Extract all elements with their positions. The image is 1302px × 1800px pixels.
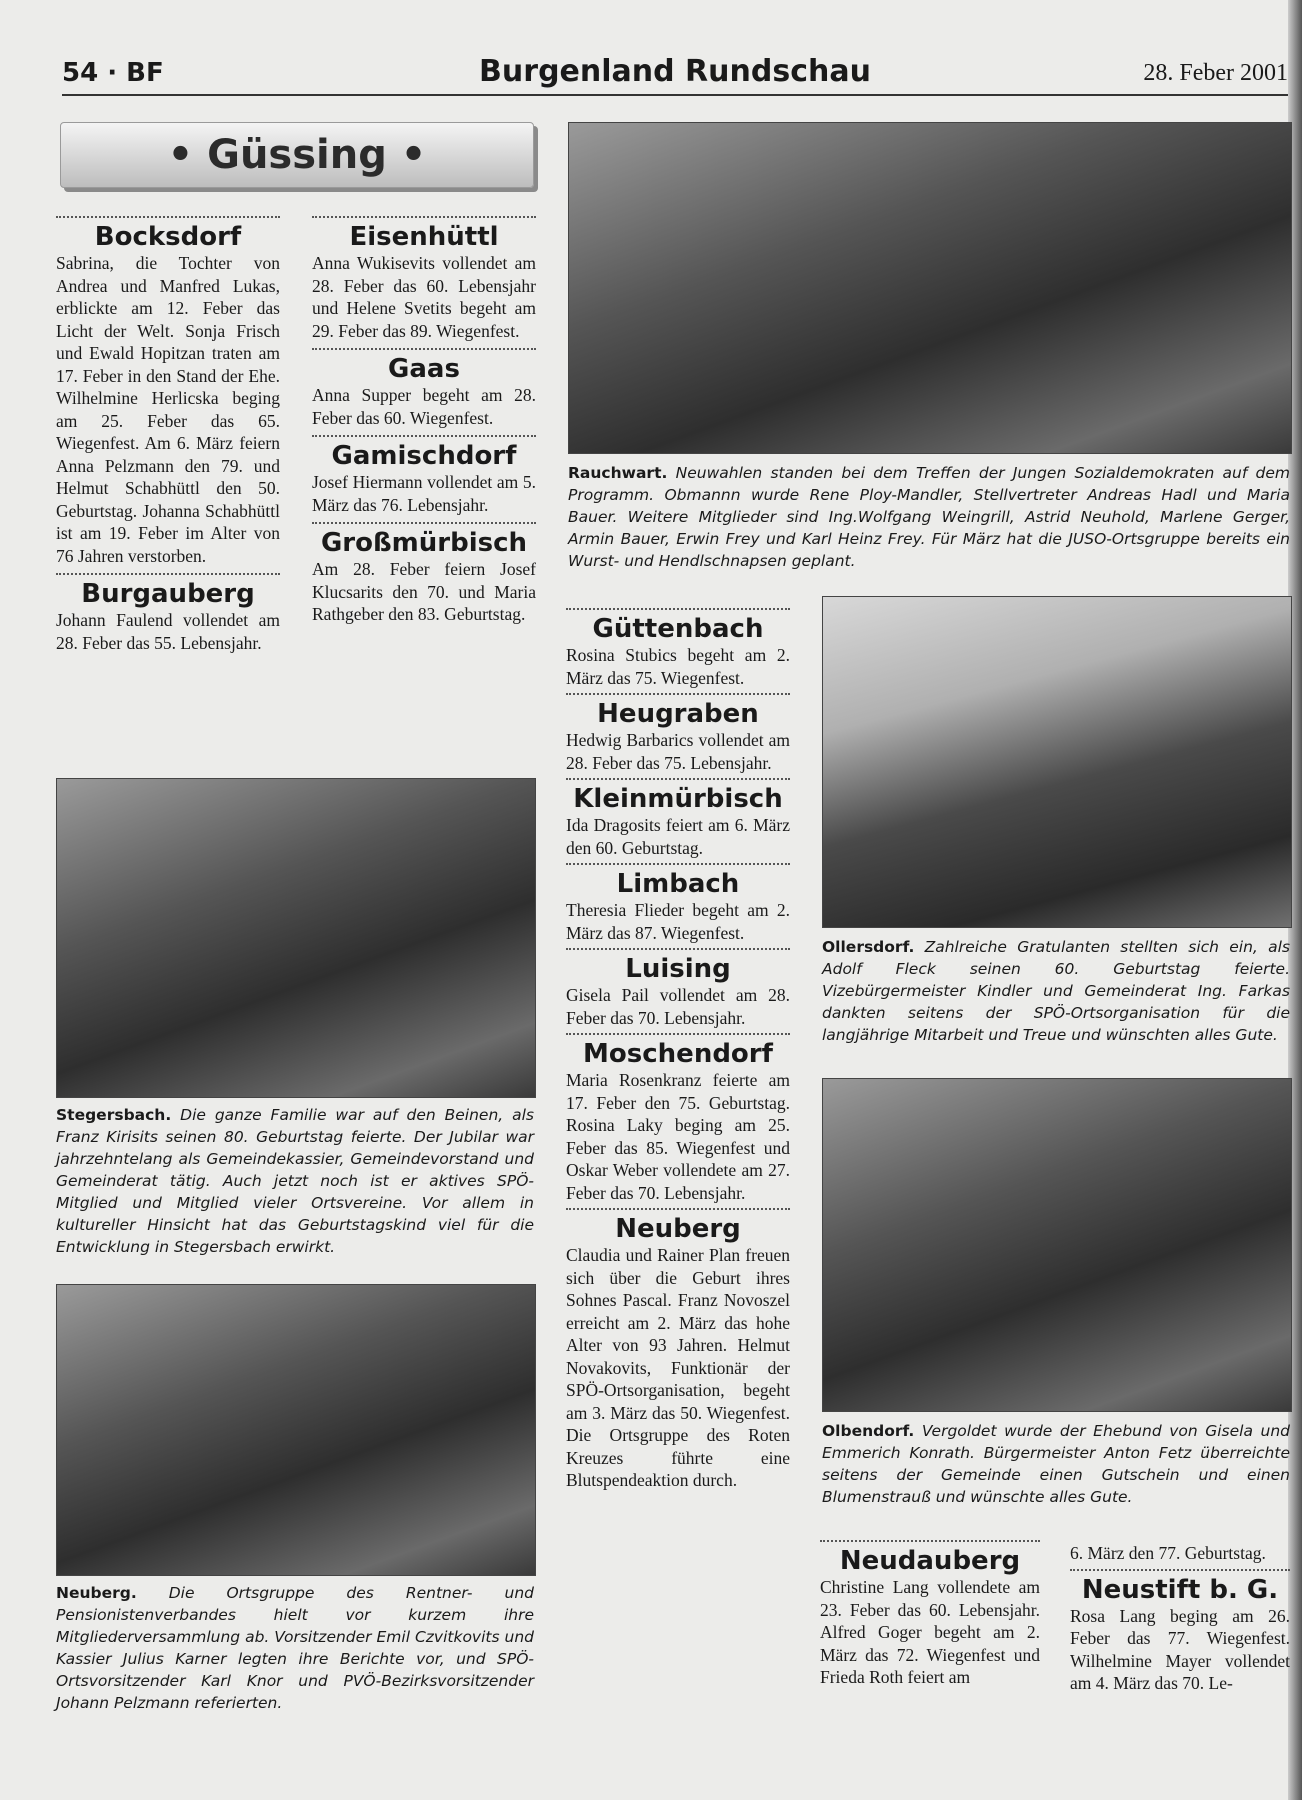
article-title: Großmürbisch — [312, 522, 536, 558]
caption-text: Vergoldet wurde der Ehebund von Gisela und Emmerich Konrath. Bürgermeister Anton Fetz überreichte seitens der Gemeinde einen Gutschein und einen Blumenstrauß und wünschte alles Gute. — [822, 1422, 1290, 1506]
article-title: Moschendorf — [566, 1033, 790, 1069]
photo-rauchwart — [568, 122, 1292, 454]
article-title: Gamischdorf — [312, 435, 536, 471]
newspaper-title: Burgenland Rundschau — [479, 54, 871, 89]
article-neudauberg-continued: 6. März den 77. Geburtstag. — [1070, 1543, 1266, 1563]
column-1 — [56, 212, 280, 654]
article-guettenbach — [566, 608, 790, 689]
article-limbach — [566, 863, 790, 944]
photo-stegersbach — [56, 778, 536, 1098]
section-banner: • Güssing • — [60, 122, 534, 188]
article-body: Sabrina, die Tochter von Andrea und Manfred Lukas, erblickte am 12. Feber das Licht der Welt. Sonja Frisch und Ewald Hopitzan traten am 17. Feber in den Stand der Ehe. Wilhelmine Herlicska beging am 25. Feber das 65. Wiegenfest. Am 6. März feiern Anna Pelzmann den 79. und Helmut Schabhüttl den 50. Geburtstag. Johanna Schabhüttl ist am 19. Feber im Alter von 76 Jahren verstorben. — [56, 253, 280, 566]
column-2 — [312, 212, 536, 626]
caption-stegersbach — [56, 1104, 534, 1258]
article-kleinmuerbisch — [566, 778, 790, 859]
article-body: Gisela Pail vollendet am 28. Feber das 70. Lebensjahr. — [566, 985, 790, 1028]
issue-date: 28. Feber 2001 — [1143, 60, 1288, 86]
article-body: Josef Hiermann vollendet am 5. März das 76. Lebensjahr. — [312, 472, 536, 515]
article-neudauberg — [820, 1540, 1040, 1689]
article-neuberg — [566, 1208, 790, 1492]
article-body: Rosina Stubics begeht am 2. März das 75. Wiegenfest. — [566, 645, 790, 688]
caption-place: Ollersdorf. — [822, 938, 915, 956]
column-4 — [820, 1536, 1040, 1689]
caption-rauchwart — [568, 462, 1290, 572]
article-heugraben — [566, 693, 790, 774]
article-moschendorf — [566, 1033, 790, 1204]
caption-ollersdorf — [822, 936, 1290, 1046]
article-body: Am 28. Feber feiern Josef Klucsarits den 70. und Maria Rathgeber den 83. Geburtstag. — [312, 559, 536, 624]
caption-text: Neuwahlen standen bei dem Treffen der Jungen Sozialdemokraten auf dem Programm. Obmannn wurde Rene Ploy-Mandler, Stellvertreter Andreas Hadl und Maria Bauer. Weitere Mitglieder sind Ing.Wolfgang Weingrill, Astrid Neuhold, Marlene Gerger, Armin Bauer, Erwin Frey und Karl Heinz Frey. Für März hat die JUSO-Ortsgruppe bereits ein Wurst- und Hendlschnapsen geplant. — [568, 464, 1290, 570]
article-gaas — [312, 348, 536, 429]
article-grossmuerbisch — [312, 522, 536, 626]
article-body: Theresia Flieder begeht am 2. März das 87. Wiegenfest. — [566, 900, 790, 943]
page-header — [62, 50, 1288, 96]
article-luising — [566, 948, 790, 1029]
article-title: Limbach — [566, 863, 790, 899]
article-title: Neustift b. G. — [1070, 1569, 1290, 1605]
column-5 — [1070, 1542, 1290, 1695]
article-title: Burgauberg — [56, 573, 280, 609]
caption-place: Stegersbach. — [56, 1106, 172, 1124]
photo-olbendorf — [822, 1078, 1292, 1412]
article-title: Neudauberg — [820, 1540, 1040, 1576]
section-title: Güssing — [207, 132, 387, 178]
caption-text: Die ganze Familie war auf den Beinen, als Franz Kirisits seinen 80. Geburtstag feierte. Der Jubilar war jahrzehntelang als Gemeindekassier, Gemeindevorstand und Gemeinderat tätig. Auch jetzt noch ist er aktives SPÖ-Mitglied und Mitglied vieler Ortsvereine. Vor allem in kultureller Hinsicht hat das Geburtstagskind viel für die Entwicklung in Stegersbach erwirkt. — [56, 1106, 534, 1256]
article-body: Christine Lang vollendete am 23. Feber das 60. Lebensjahr. Alfred Goger begeht am 2. März das 72. Wiegenfest und Frieda Roth feiert am — [820, 1577, 1040, 1687]
article-title: Eisenhüttl — [312, 216, 536, 252]
article-body: Johann Faulend vollendet am 28. Feber das 55. Lebensjahr. — [56, 610, 280, 653]
column-3 — [566, 604, 790, 1492]
caption-olbendorf — [822, 1420, 1290, 1508]
caption-neuberg — [56, 1582, 534, 1714]
photo-neuberg-meeting — [56, 1284, 536, 1576]
article-body: Maria Rosenkranz feierte am 17. Feber den 75. Geburtstag. Rosina Laky beging am 25. Feber das 85. Wiegenfest und Oskar Weber vollendete am 27. Feber das 70. Lebensjahr. — [566, 1070, 790, 1203]
article-title: Heugraben — [566, 693, 790, 729]
page-number: 54 · BF — [62, 58, 164, 88]
article-body: Ida Dragosits feiert am 6. März den 60. Geburtstag. — [566, 815, 790, 858]
article-title: Luising — [566, 948, 790, 984]
article-title: Neuberg — [566, 1208, 790, 1244]
caption-text: Die Ortsgruppe des Rentner- und Pensionistenverbandes hielt vor kurzem ihre Mitgliederversammlung ab. Vorsitzender Emil Czvitkovits und Kassier Julius Karner legten ihre Berichte vor, und SPÖ-Ortsvorsitzender Karl Knor und PVÖ-Bezirksvorsitzender Johann Pelzmann referierten. — [56, 1584, 534, 1712]
article-eisenhuettl — [312, 216, 536, 342]
article-body: Anna Wukisevits vollendet am 28. Feber das 60. Lebensjahr und Helene Svetits begeht am 29. Feber das 89. Wiegenfest. — [312, 253, 536, 341]
caption-place: Neuberg. — [56, 1584, 137, 1602]
article-body: Hedwig Barbarics vollendet am 28. Feber das 75. Lebensjahr. — [566, 730, 790, 773]
article-gamischdorf — [312, 435, 536, 516]
article-bocksdorf — [56, 216, 280, 567]
caption-text: Zahlreiche Gratulanten stellten sich ein, als Adolf Fleck seinen 60. Geburtstag feierte. Vizebürgermeister Kindler und Gemeinderat Ing. Farkas dankten seitens der SPÖ-Ortsorganisation für die langjährige Mitarbeit und Treue und wünschten alles Gute. — [822, 938, 1290, 1044]
article-burgauberg — [56, 573, 280, 654]
article-title: Gaas — [312, 348, 536, 384]
article-body: Claudia und Rainer Plan freuen sich über die Geburt ihres Sohnes Pascal. Franz Novoszel erreicht am 2. März das hohe Alter von 93 Jahren. Helmut Novakovits, Funktionär der SPÖ-Ortsorganisation, begeht am 3. März das 50. Wiegenfest. Die Ortsgruppe des Roten Kreuzes führte eine Blutspendeaktion durch. — [566, 1245, 790, 1490]
article-body: Rosa Lang beging am 26. Feber das 77. Wiegenfest. Wilhelmine Mayer vollendet am 4. März das 70. Le- — [1070, 1605, 1290, 1693]
article-body: Anna Supper begeht am 28. Feber das 60. Wiegenfest. — [312, 385, 536, 428]
photo-ollersdorf — [822, 596, 1292, 928]
article-neustift — [1070, 1569, 1290, 1695]
caption-place: Rauchwart. — [568, 464, 668, 482]
article-title: Kleinmürbisch — [566, 778, 790, 814]
article-title: Bocksdorf — [56, 216, 280, 252]
article-title: Güttenbach — [566, 608, 790, 644]
caption-place: Olbendorf. — [822, 1422, 915, 1440]
